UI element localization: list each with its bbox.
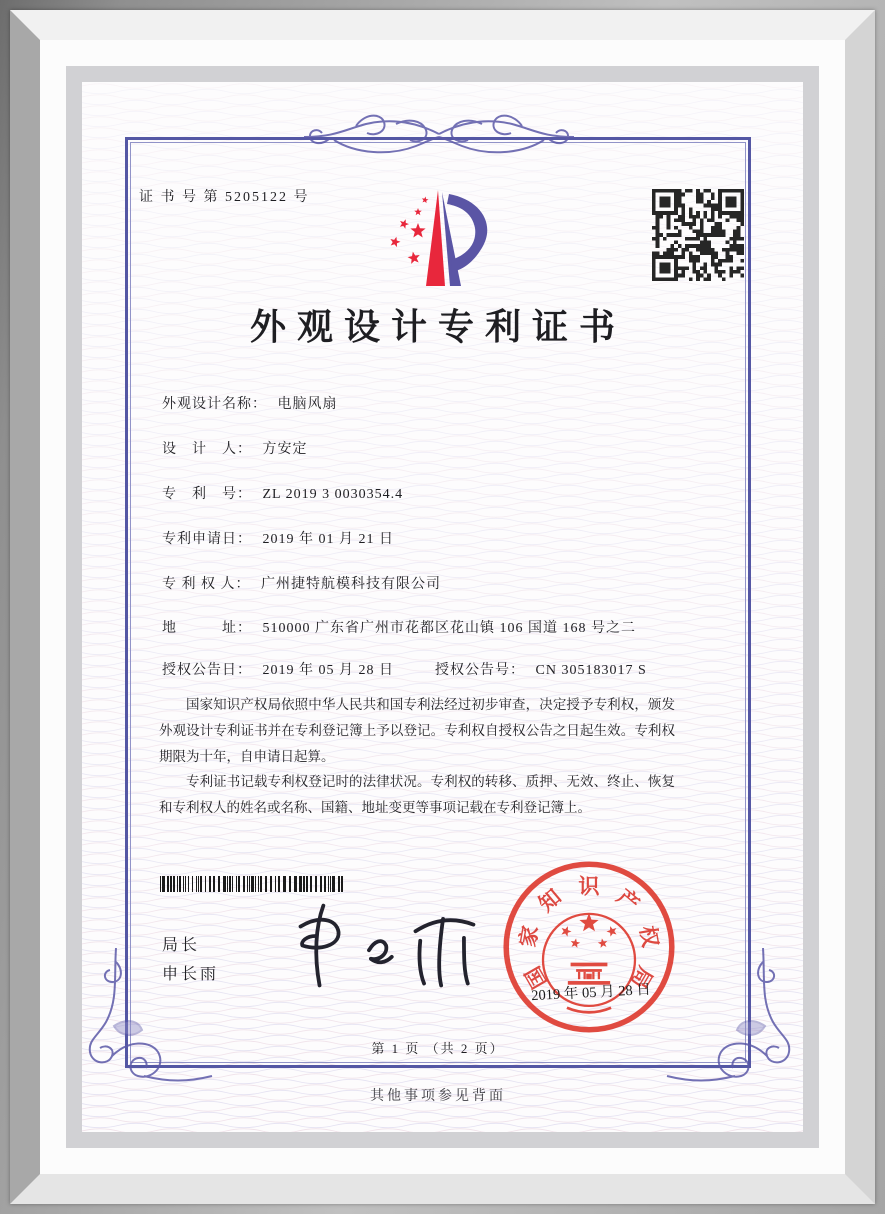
field-label: 专利申请日： — [162, 532, 252, 547]
field-value: 方安定 — [262, 442, 308, 457]
field-value: ZL 2019 3 0030354.4 — [262, 487, 404, 502]
field-label: 设 计 人： — [162, 442, 252, 457]
field-designer — [162, 438, 743, 458]
seal-date: 2019 年 05 月 28 日 — [530, 981, 652, 1005]
svg-text:局: 局 — [625, 962, 658, 993]
field-patent-number — [162, 483, 743, 503]
field-patentee — [162, 573, 743, 593]
certificate-paper — [82, 82, 803, 1132]
director-signature — [272, 898, 502, 993]
field-label: 专 利 号： — [162, 487, 252, 502]
director-title: 局长 — [162, 937, 201, 954]
svg-text:知: 知 — [534, 884, 566, 917]
qr-code — [652, 189, 744, 281]
director-name: 申长雨 — [162, 966, 220, 983]
grant-number-value: CN 305183017 S — [535, 663, 647, 678]
svg-text:国: 国 — [520, 962, 553, 993]
grant-number — [435, 659, 647, 679]
legal-paragraph-2: 专利证书记载专利权登记时的法律状况。专利权的转移、质押、无效、终止、恢复和专利权人的姓名或名称、国籍、地址变更等事项记载在专利登记簿上。 — [159, 774, 675, 816]
field-design-name — [162, 393, 743, 413]
field-grant-row — [162, 659, 743, 679]
official-seal — [497, 855, 681, 1039]
legal-paragraph-1: 国家知识产权局依照中华人民共和国专利法经过初步审查，决定授予专利权，颁发外观设计专利证书并在专利登记簿上予以登记。专利权自授权公告之日起生效。专利权期限为十年，自申请日起算。 — [159, 697, 675, 764]
field-filing-date — [162, 528, 743, 548]
svg-text:识: 识 — [578, 874, 600, 899]
field-value: 广州捷特航模科技有限公司 — [261, 577, 441, 592]
page-indicator: 第 1 页 （共 2 页） — [371, 1041, 505, 1056]
field-value: 2019 年 01 月 21 日 — [262, 532, 394, 547]
svg-text:家: 家 — [515, 923, 543, 949]
field-value: 电脑风扇 — [277, 397, 338, 412]
certificate-title: 外观设计专利证书 — [249, 307, 626, 347]
svg-text:权: 权 — [635, 923, 663, 949]
field-label: 外观设计名称： — [162, 397, 267, 412]
grant-number-label: 授权公告号： — [435, 663, 525, 678]
legal-text — [159, 692, 675, 821]
cnipa-logo-icon — [371, 182, 495, 290]
footer-note: 其他事项参见背面 — [370, 1089, 506, 1104]
field-label: 专 利 权 人： — [162, 577, 251, 592]
field-value: 510000 广东省广州市花都区花山镇 106 国道 168 号之二 — [262, 621, 636, 636]
field-label: 地 址： — [162, 621, 252, 636]
svg-text:产: 产 — [612, 884, 644, 917]
grant-date-label: 授权公告日： — [162, 663, 252, 678]
barcode — [160, 876, 346, 892]
certificate-number: 证 书 号 第 5205122 号 — [139, 190, 310, 205]
field-address — [162, 617, 743, 637]
grant-date-value: 2019 年 05 月 28 日 — [262, 663, 394, 678]
